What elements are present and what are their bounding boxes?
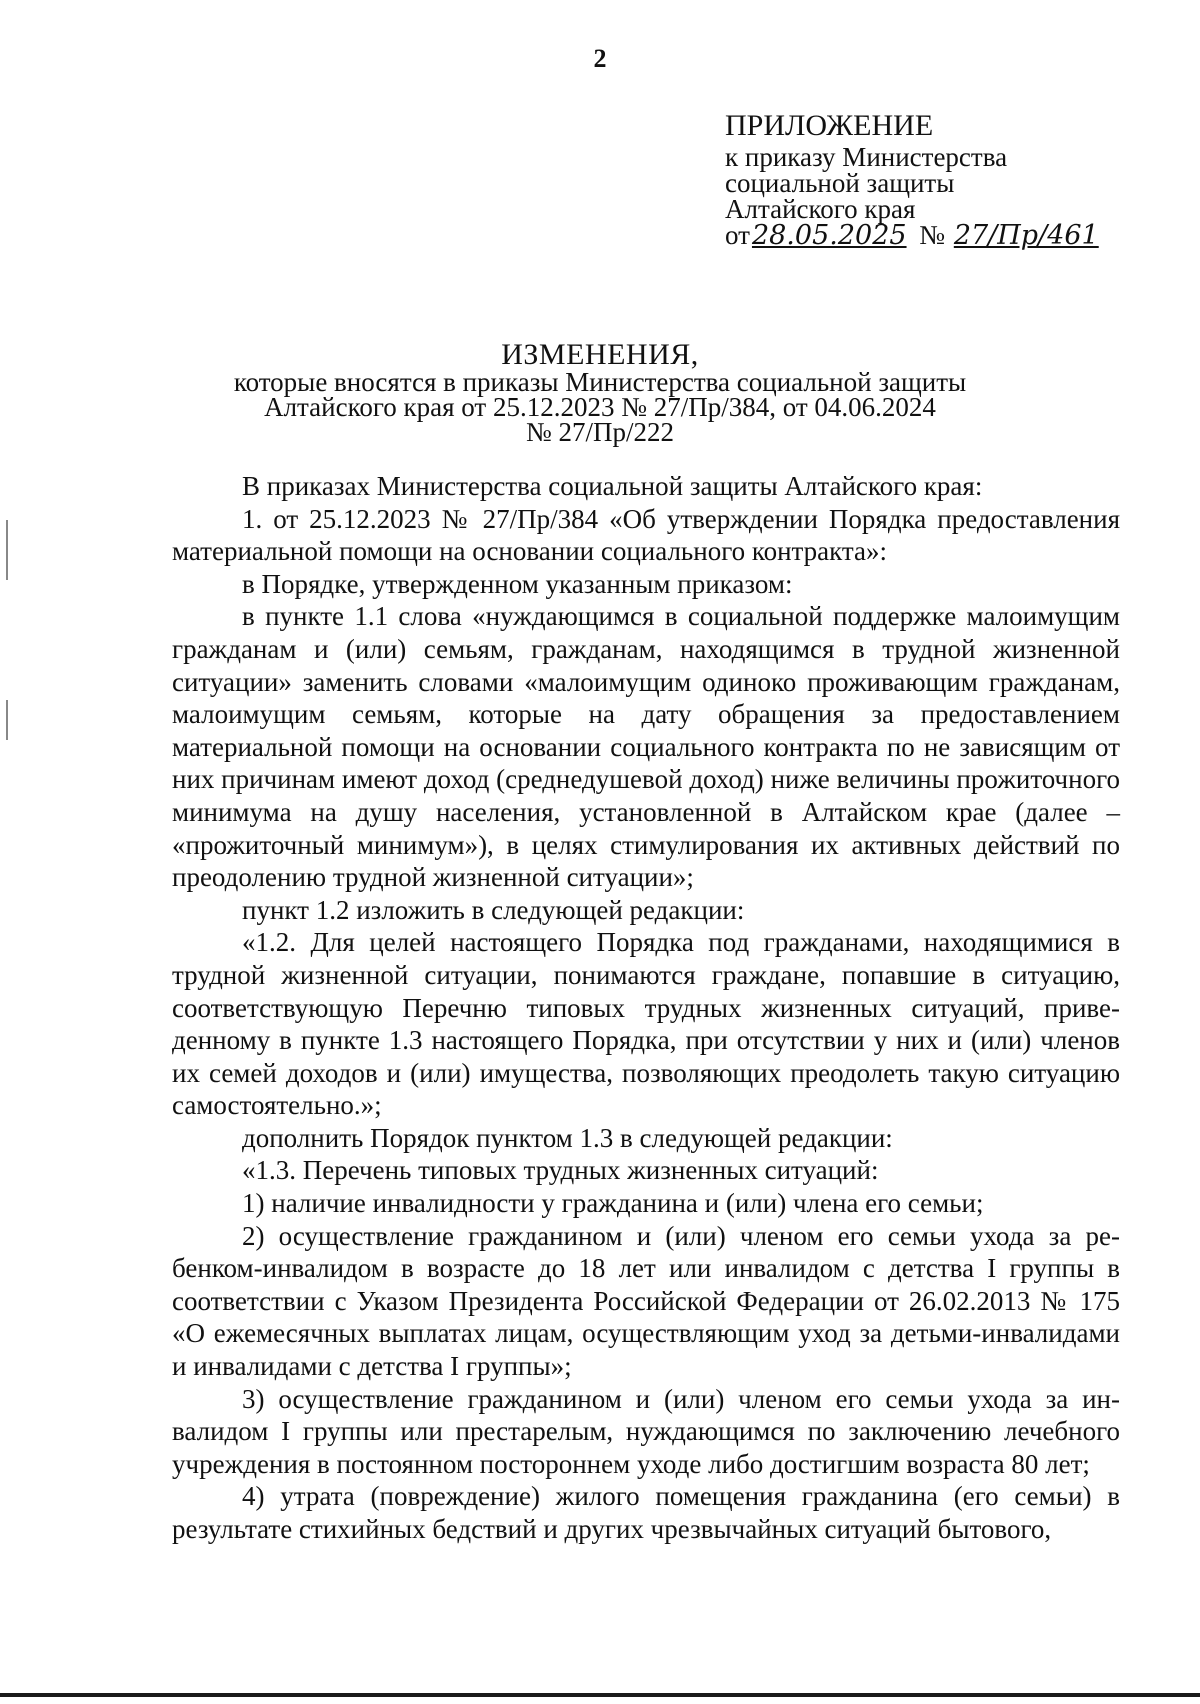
page-number: 2 [593, 44, 607, 73]
paragraph: В приказах Министерства социальной защиты Алтайского края: [242, 471, 983, 501]
appendix-line: Алтайского края [725, 194, 916, 224]
appendix-block [725, 110, 1165, 249]
appendix-title: ПРИЛОЖЕНИЕ [725, 109, 934, 142]
scan-edge-mark [6, 520, 8, 580]
paragraph: 2) осуществление гражданином и (или) членом его семьи ухода за ребенком-инвалидом в возрасте до 18 лет или инвалидом с детства I группы в соответствии с Указом Президента Российской Федерации от 26.02.2013 № 175 «О ежемесячных выплатах лицам, осуществляющим уход за детьми-инвалидами и инвалидами с детства I группы»; [172, 1220, 1120, 1382]
document-heading [160, 340, 1040, 445]
scan-edge-mark [6, 700, 8, 740]
paragraph: 1) наличие инвалидности у гражданина и (или) члена его семьи; [242, 1188, 984, 1219]
handwritten-date: 28.05.2025 [751, 220, 907, 251]
heading-subtitle-line: Алтайского края от 25.12.2023 № 27/Пр/384, от 04.06.2024 [264, 392, 936, 422]
paragraph: 3) осуществление гражданином и (или) членом его семьи ухода за инвалидом I группы или престарелым, нуждающимся по заключению лечебного учреждения в постоянном постороннем уходе либо достигшим возраста 80 лет; [172, 1383, 1120, 1479]
paragraph: пункт 1.2 изложить в следующей редакции: [242, 894, 745, 925]
paragraph: в пункте 1.1 слова «нуждающимся в социальной поддержке малоимущим гражданам и (или) семьям, гражданам, находящимся в трудной жизненной ситуации» заменить словами «малоимущим одиноко проживающим гражданам, малоимущим семьям, которые на дату обращения за предоставлением материальной помощи на основании социального контракта по не зависящим от них причинам имеют доход (среднедушевой доход) ниже величины прожиточного минимума на душу населения, установленной в Алтайском крае (далее – «прожиточный минимум»), в целях стимулирования их активных действий по преодолению трудной жизненной ситуации»; [172, 601, 1120, 893]
order-date-number-line [725, 222, 1165, 249]
handwritten-order-number: 27/Пр/461 [953, 220, 1099, 251]
paragraph: «1.3. Перечень типовых трудных жизненных ситуаций: [242, 1155, 879, 1186]
paragraph: в Порядке, утвержденном указанным приказом: [242, 568, 793, 599]
heading-subtitle-line: которые вносятся в приказы Министерства социальной защиты [233, 367, 967, 397]
document-body [172, 470, 1120, 1546]
appendix-line: к приказу Министерства [725, 142, 1008, 172]
paragraph: «1.2. Для целей настоящего Порядка под гражданами, находящимися в трудной жизненной ситуации, понимаются граждане, попавшие в ситуацию, соответствующую Перечню типовых трудных жизненных ситуаций, приведенному в пункте 1.3 настоящего Порядка, при отсутствии у них и (или) членов их семей доходов и (или) имущества, позволяющих преодолеть такую ситуацию самостоятельно.»; [172, 927, 1120, 1121]
heading-subtitle-line: № 27/Пр/222 [525, 417, 674, 447]
heading-title: ИЗМЕНЕНИЯ, [501, 338, 699, 371]
paragraph: 4) утрата (повреждение) жилого помещения гражданина (его семьи) в результате стихийных бедствий и других чрезвычайных ситуаций бытового, [172, 1481, 1120, 1544]
scan-bottom-edge [0, 1693, 1200, 1697]
date-prefix: от [725, 220, 750, 250]
appendix-line: социальной защиты [725, 168, 955, 198]
paragraph: 1. от 25.12.2023 № 27/Пр/384 «Об утверждении Порядка предоставления материальной помощи на основании социального контракта»: [172, 503, 1120, 567]
number-prefix: № [919, 220, 946, 250]
paragraph: дополнить Порядок пунктом 1.3 в следующей редакции: [242, 1122, 893, 1153]
